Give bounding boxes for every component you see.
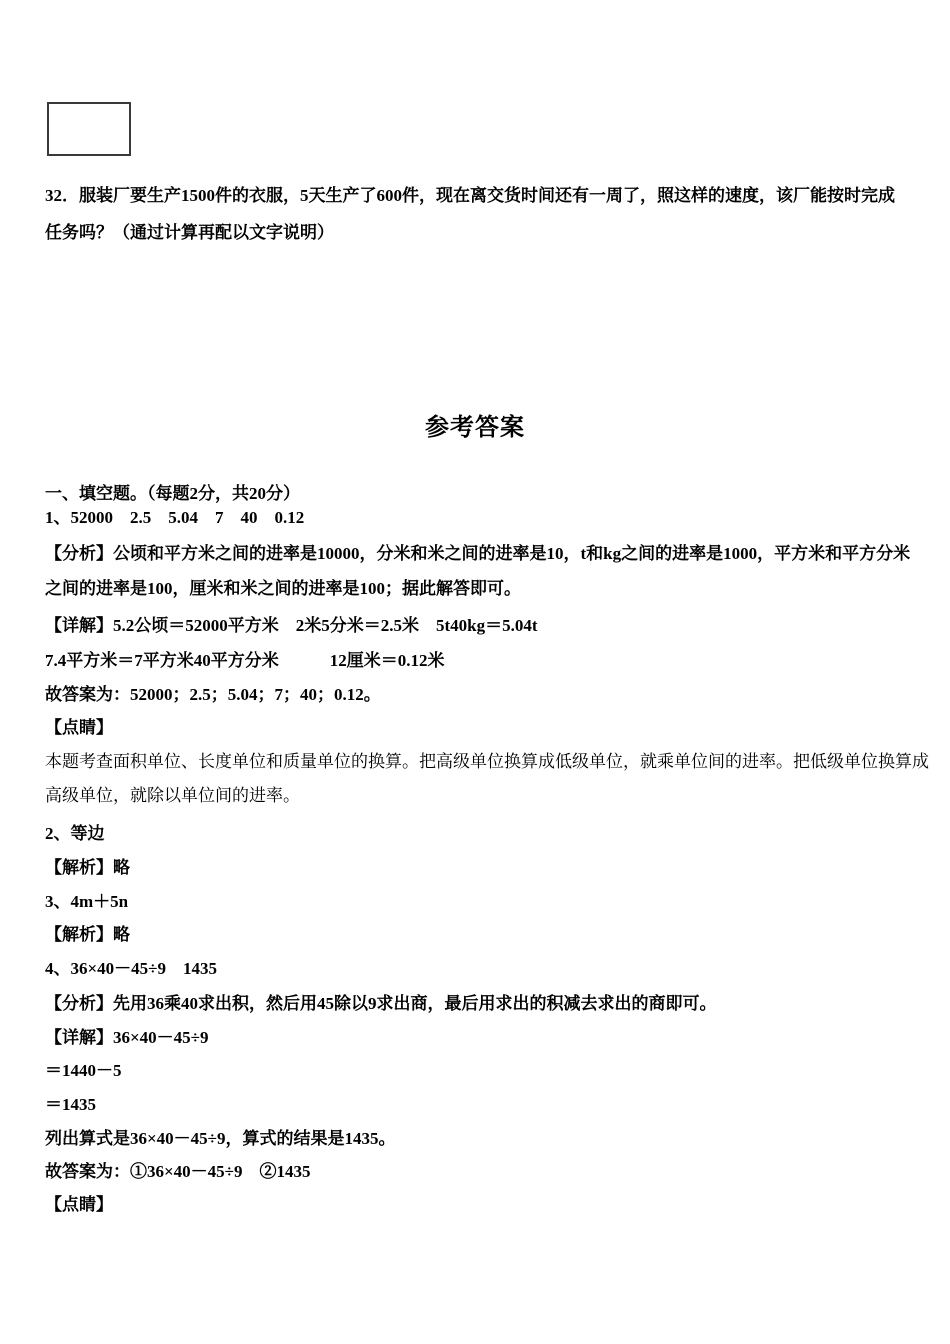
q2-analysis-line: 【解析】略: [45, 858, 130, 877]
q2-answer-line: 2、等边: [45, 824, 105, 843]
answer-key-title: 参考答案: [425, 414, 525, 441]
q1-detail-line-2: 7.4平方米＝7平方米40平方分米 12厘米＝0.12米: [45, 651, 445, 670]
section-1-header: 一、填空题。（每题2分，共20分）: [45, 484, 300, 503]
q4-analysis-line: 【分析】先用36乘40求出积，然后用45除以9求出商，最后用求出的积减去求出的商即可。: [45, 994, 717, 1013]
q3-analysis-line: 【解析】略: [45, 925, 130, 944]
q1-detail-line-1: 【详解】5.2公顷＝52000平方米 2米5分米＝2.5米 5t40kg＝5.04t: [45, 616, 538, 635]
question-32-line-2: 任务吗？（通过计算再配以文字说明）: [45, 223, 334, 242]
question-image-placeholder: [47, 102, 131, 156]
q4-detail-line-3: ＝1435: [45, 1095, 96, 1114]
q4-detail-line-1: 【详解】36×40－45÷9: [45, 1028, 209, 1047]
q4-tip-label: 【点睛】: [45, 1195, 113, 1214]
q4-detail-line-2: ＝1440－5: [45, 1061, 122, 1080]
q4-answer-line: 4、36×40－45÷9 1435: [45, 959, 218, 978]
q1-conclusion-line: 故答案为：52000；2.5；5.04；7；40；0.12。: [45, 685, 381, 704]
q1-tip-label: 【点睛】: [45, 718, 113, 737]
q1-analysis-line-1: 【分析】公顷和平方米之间的进率是10000，分米和米之间的进率是10，t和kg之间的进率是1000，平方米和平方分米: [45, 544, 911, 563]
q1-answer-line: 1、52000 2.5 5.04 7 40 0.12: [45, 508, 305, 527]
question-32-line-1: 32．服装厂要生产1500件的衣服，5天生产了600件，现在离交货时间还有一周了，照这样的速度，该厂能按时完成: [45, 186, 895, 205]
q4-conclusion-line: 故答案为：①36×40－45÷9 ②1435: [45, 1162, 311, 1181]
q1-tip-line-2: 高级单位，就除以单位间的进率。: [45, 786, 300, 805]
q1-analysis-line-2: 之间的进率是100，厘米和米之间的进率是100；据此解答即可。: [45, 579, 521, 598]
q1-tip-line-1: 本题考查面积单位、长度单位和质量单位的换算。把高级单位换算成低级单位，就乘单位间的进率。把低级单位换算成: [45, 752, 929, 771]
q4-detail-line-4: 列出算式是36×40－45÷9，算式的结果是1435。: [45, 1129, 396, 1148]
q3-answer-line: 3、4m＋5n: [45, 892, 129, 911]
